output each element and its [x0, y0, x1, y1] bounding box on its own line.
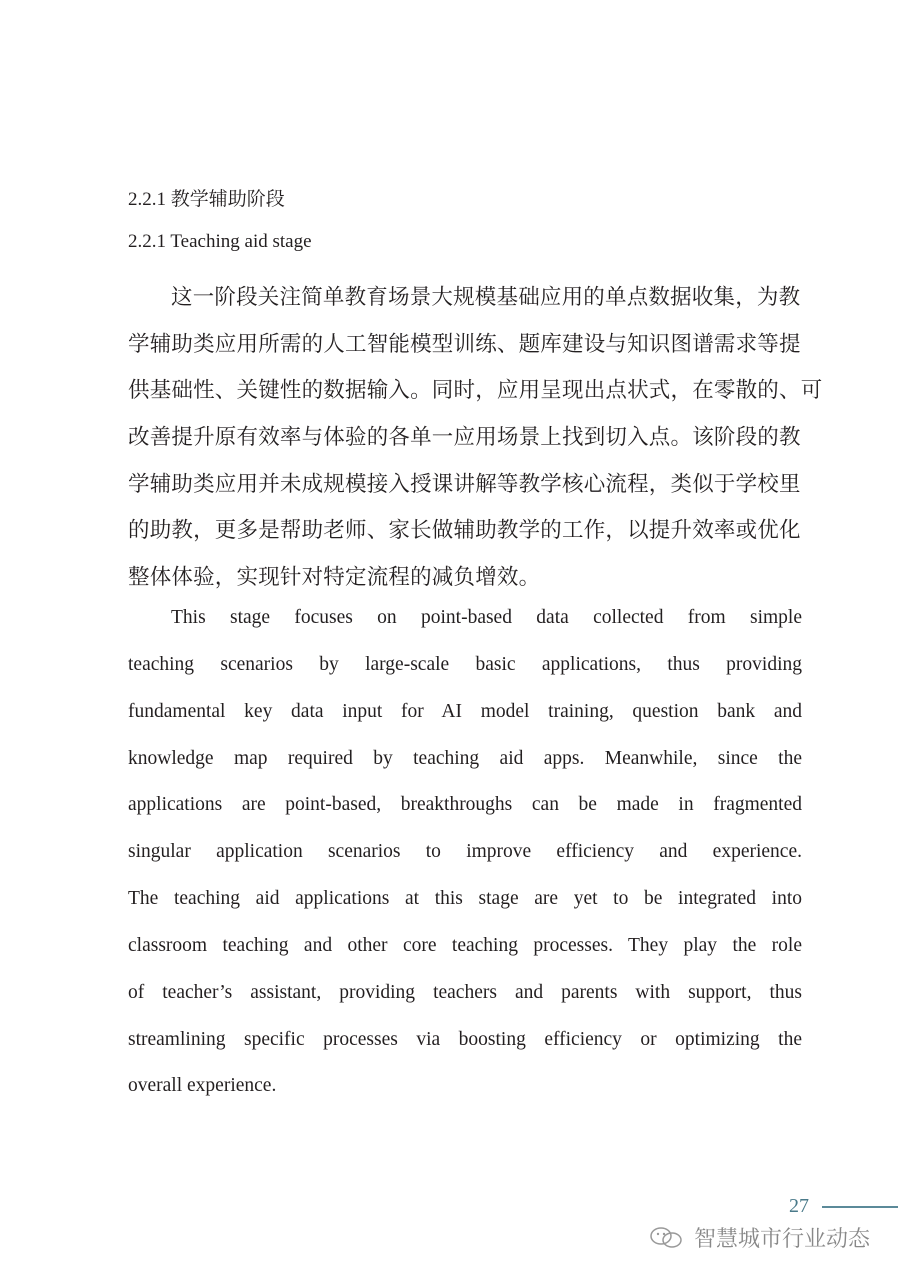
paragraph-en-line: knowledge map required by teaching aid apps. Meanwhile, since the — [128, 748, 802, 769]
paragraph-en-line: classroom teaching and other core teaching processes. They play the role — [128, 935, 802, 956]
paragraph-en-line: overall experience. — [128, 1075, 277, 1096]
watermark — [648, 1222, 870, 1253]
paragraph-cn-line: 学辅助类应用所需的人工智能模型训练、题库建设与知识图谱需求等提 — [128, 332, 801, 356]
section-heading-en: 2.2.1 Teaching aid stage — [128, 231, 312, 252]
paragraph-cn-line: 这一阶段关注简单教育场景大规模基础应用的单点数据收集，为教 — [171, 285, 801, 309]
paragraph-cn-line: 供基础性、关键性的数据输入。同时，应用呈现出点状式，在零散的、可 — [128, 378, 823, 402]
paragraph-cn-line: 学辅助类应用并未成规模接入授课讲解等教学核心流程，类似于学校里 — [128, 472, 801, 496]
paragraph-cn-line: 改善提升原有效率与体验的各单一应用场景上找到切入点。该阶段的教 — [128, 425, 801, 449]
paragraph-en-line: fundamental key data input for AI model training, question bank and — [128, 701, 802, 722]
paragraph-en-line: streamlining specific processes via boosting efficiency or optimizing the — [128, 1029, 802, 1050]
paragraph-en-line: This stage focuses on point-based data collected from simple — [171, 607, 802, 628]
paragraph-en-line: singular application scenarios to improve efficiency and experience. — [128, 841, 802, 862]
paragraph-en-line: The teaching aid applications at this stage are yet to be integrated into — [128, 888, 802, 909]
paragraph-cn-line: 整体体验，实现针对特定流程的减负增效。 — [128, 565, 541, 589]
wechat-icon — [648, 1225, 686, 1251]
paragraph-cn-line: 的助教，更多是帮助老师、家长做辅助教学的工作，以提升效率或优化 — [128, 518, 801, 542]
page-number: 27 — [789, 1195, 809, 1217]
paragraph-en-line: applications are point-based, breakthroughs can be made in fragmented — [128, 794, 802, 815]
section-heading-cn: 2.2.1 教学辅助阶段 — [128, 189, 285, 210]
footer-rule — [822, 1206, 898, 1208]
watermark-text: 智慧城市行业动态 — [694, 1227, 871, 1252]
paragraph-en-line: teaching scenarios by large-scale basic applications, thus providing — [128, 654, 802, 675]
paragraph-en-line: of teacher’s assistant, providing teachers and parents with support, thus — [128, 982, 802, 1003]
